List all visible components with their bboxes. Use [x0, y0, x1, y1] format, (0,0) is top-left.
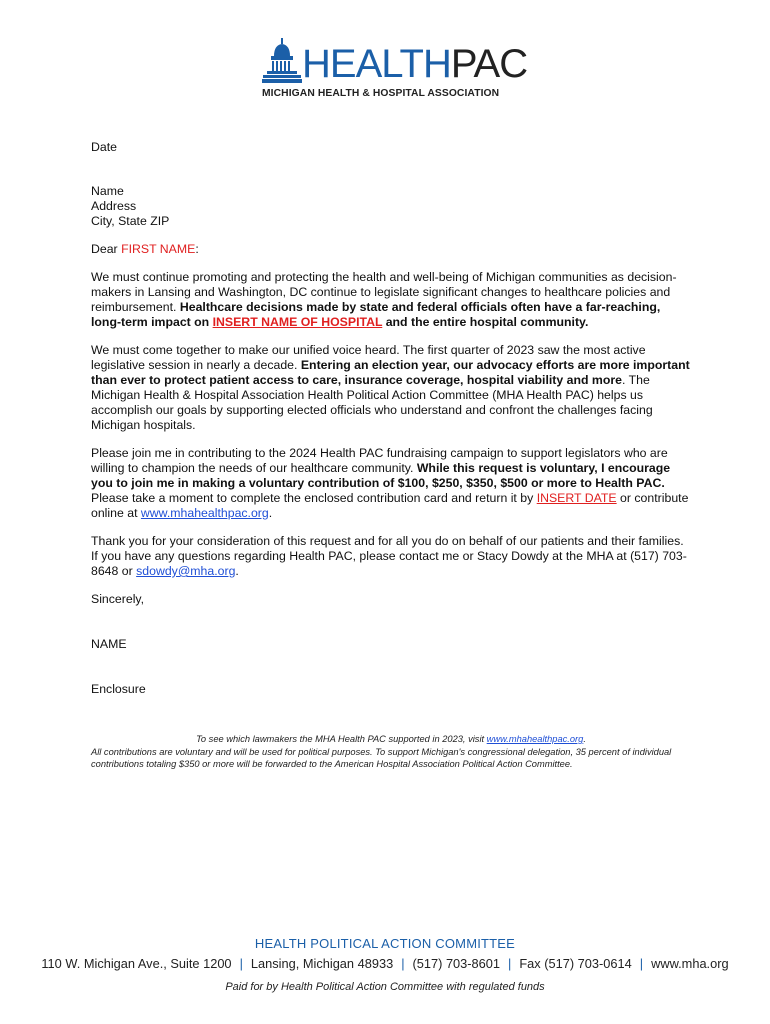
enclosure-line: Enclosure: [91, 682, 146, 696]
signature-name: NAME: [91, 637, 127, 651]
brand-health: HEALTH: [302, 42, 451, 86]
paragraph-3: [91, 446, 691, 521]
footer-title: HEALTH POLITICAL ACTION COMMITTEE: [254, 936, 516, 951]
mhahealthpac-link[interactable]: www.mhahealthpac.org: [140, 506, 269, 520]
footnote-line-2: All contributions are voluntary and will be used for political purposes. To support Michigan's congressional delegation, 35 percent of individual contributions totaling $350 or more will be forwarded to the American Hospital Association Political Action Committee.: [91, 746, 672, 769]
footnote: [91, 733, 691, 771]
p3-text: Please join me in contributing to the 2024 Health PAC fundraising campaign to support legislators who are willing to champion the needs of our healthcare community.: [91, 446, 668, 475]
p3-mid2: or contribute online at: [91, 491, 689, 520]
footer-city: Lansing, Michigan 48933: [250, 956, 394, 971]
letter-body: [91, 140, 691, 697]
first-name-placeholder: FIRST NAME: [121, 242, 196, 256]
email-link[interactable]: sdowdy@mha.org: [136, 564, 236, 578]
greeting: [91, 242, 691, 257]
date-placeholder: INSERT DATE: [536, 491, 617, 505]
footer-separator: |: [401, 956, 405, 971]
recipient-address: Address: [91, 199, 137, 213]
footer-phone: (517) 703-8601: [412, 956, 501, 971]
p1-bold: Healthcare decisions made by state and federal officials often have a far-reaching, long-term impact on: [91, 300, 661, 329]
recipient-city: City, State ZIP: [91, 214, 170, 228]
p4-end: .: [235, 564, 239, 578]
p3-mid: Please take a moment to complete the enclosed contribution card and return it by: [91, 491, 537, 505]
p3-end: .: [268, 506, 273, 520]
footnote-line-1-end: .: [583, 734, 586, 744]
hospital-name-placeholder: INSERT NAME OF HOSPITAL: [212, 315, 383, 329]
p2-bold: Entering an election year, our advocacy efforts are more important than ever to protect patient access to care, insurance coverage, hospital viability and more: [91, 358, 690, 387]
footnote-line-1-text: To see which lawmakers the MHA Health PAC supported in 2023, visit: [196, 734, 487, 744]
footer-fax: Fax (517) 703-0614: [519, 956, 632, 971]
recipient-name: Name: [91, 184, 124, 198]
footnote-line-1: [91, 733, 691, 746]
footer-separator: |: [239, 956, 243, 971]
brand-wordmark: [302, 44, 527, 84]
brand-pac: PAC: [450, 42, 528, 86]
footnote-link[interactable]: www.mhahealthpac.org: [486, 734, 584, 744]
p2-text: We must come together to make our unified voice heard. The first quarter of 2023 saw the most active legislative session in nearly a decade.: [91, 343, 646, 372]
date-line: Date: [91, 140, 117, 154]
page-footer: [0, 935, 770, 993]
healthpac-logo: [262, 38, 528, 102]
paragraph-1: [91, 270, 691, 330]
p2-end: . The Michigan Health & Hospital Association Health Political Action Committee (MHA Health PAC) helps us accomplish our goals by supporting elected officials who understand and confront the challenges facing Michigan hospitals.: [91, 373, 653, 432]
p4-text: Thank you for your consideration of this request and for all you do on behalf of our patients and their families. If you have any questions regarding Health PAC, please contact me or Stacy Dowdy at the MHA at (517) 703-8648 or: [91, 534, 687, 578]
footer-separator: |: [508, 956, 512, 971]
footer-separator: |: [639, 956, 644, 971]
paragraph-2: [91, 343, 691, 433]
logo-tagline: MICHIGAN HEALTH & HOSPITAL ASSOCIATION: [262, 88, 500, 99]
greeting-prefix: Dear: [91, 242, 122, 256]
footer-website[interactable]: www.mha.org: [651, 956, 729, 971]
p1-bold-end: and the entire hospital community.: [382, 315, 589, 329]
footer-address: 110 W. Michigan Ave., Suite 1200: [41, 956, 232, 971]
p3-bold: While this request is voluntary, I encourage you to join me in making a voluntary contribution of $100, $250, $350, $500 or more to Health PAC.: [91, 461, 671, 490]
p1-text: We must continue promoting and protecting the health and well-being of Michigan communities as decision-makers in Lansing and Washington, DC continue to legislate significant changes to healthcare policies and reimbursement.: [91, 270, 677, 314]
paragraph-4: [91, 534, 691, 579]
footer-address-line: [0, 955, 770, 973]
closing: Sincerely,: [91, 592, 145, 606]
capitol-dome-icon: [262, 38, 302, 84]
greeting-suffix: :: [195, 242, 199, 256]
paid-for-disclaimer: Paid for by Health Political Action Committee with regulated funds: [225, 981, 545, 993]
